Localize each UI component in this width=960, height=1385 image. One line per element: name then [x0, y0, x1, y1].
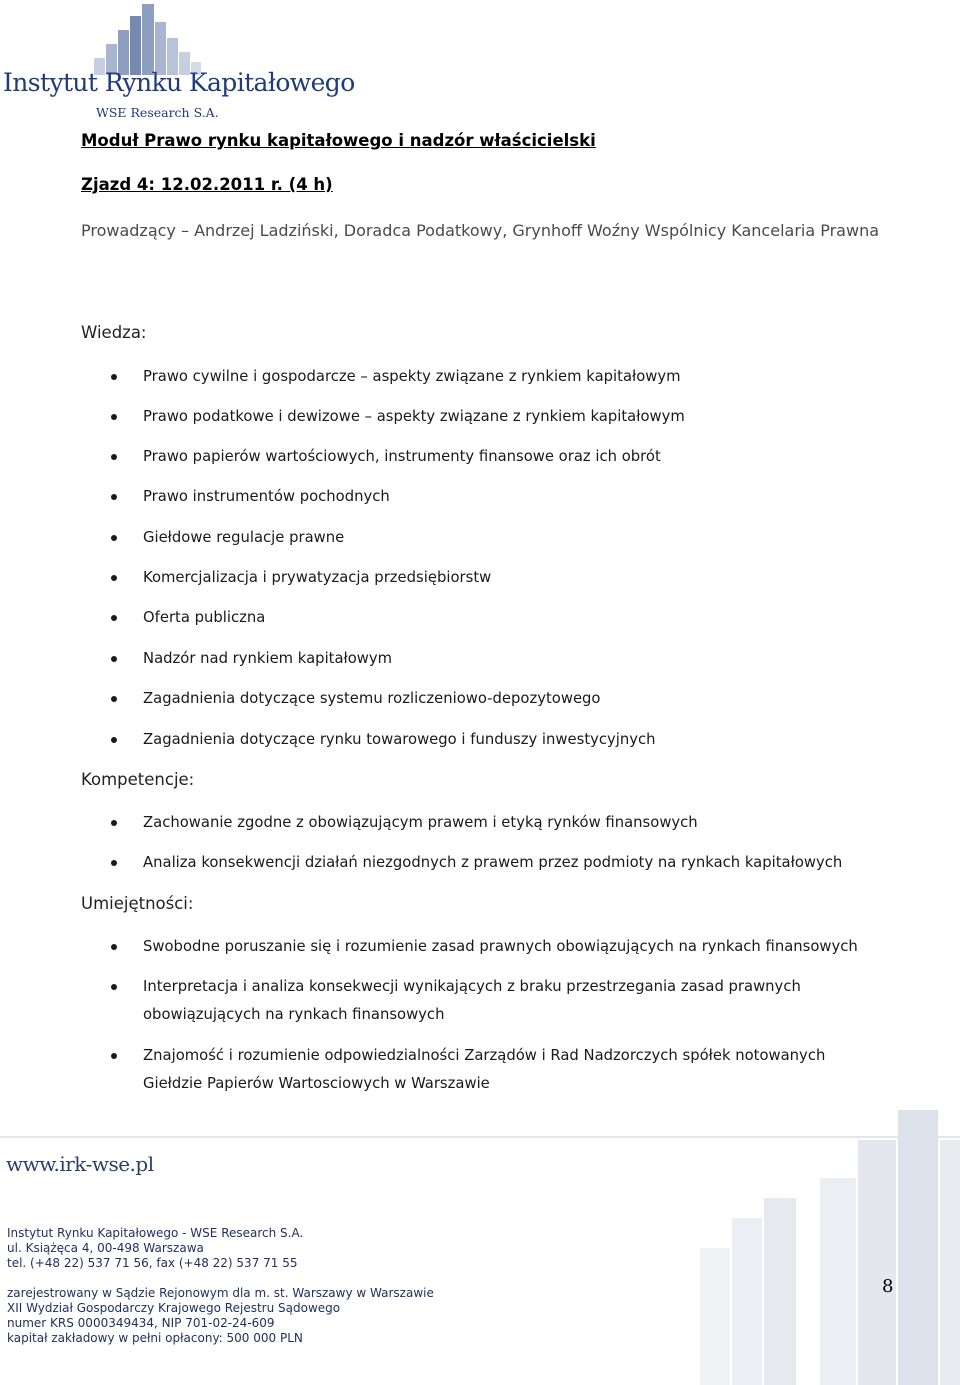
footer-line: kapitał zakładowy w pełni opłacony: 500 000 PLN	[7, 1331, 303, 1345]
footer-registry	[7, 1286, 434, 1346]
logo-bars-icon	[0, 0, 320, 75]
section-label-kompetencje: Kompetencje:	[81, 770, 195, 789]
page-number: 8	[882, 1276, 894, 1297]
list-item: Prawo instrumentów pochodnych	[143, 483, 933, 511]
footer-line: zarejestrowany w Sądzie Rejonowym dla m. st. Warszawy w Warszawie	[7, 1286, 434, 1300]
footer-line: Instytut Rynku Kapitałowego - WSE Research S.A.	[7, 1226, 304, 1240]
module-title: Moduł Prawo rynku kapitałowego i nadzór właścicielski	[81, 131, 596, 150]
list-item: Zagadnienia dotyczące rynku towarowego i funduszy inwestycyjnych	[143, 726, 933, 754]
footer-line: XII Wydział Gospodarczy Krajowego Rejestru Sądowego	[7, 1301, 341, 1315]
list-item: Interpretacja i analiza konsekwecji wynikających z braku przestrzegania zasad prawnych obowiązujących na rynkach finansowych	[143, 973, 863, 1029]
footer-address	[7, 1226, 303, 1271]
logo-subtitle: WSE Research S.A.	[96, 105, 219, 120]
list-item: Analiza konsekwencji działań niezgodnych z prawem przez podmioty na rynkach kapitałowych	[143, 849, 933, 877]
section-label-umiejetnosci: Umiejętności:	[81, 894, 194, 913]
list-item: Giełdowe regulacje prawne	[143, 524, 933, 552]
lecturer-line: Prowadzący – Andrzej Ladziński, Doradca Podatkowy, Grynhoff Woźny Wspólnicy Kancelaria Prawna	[81, 221, 880, 240]
footer-line: numer KRS 0000349434, NIP 701-02-24-609	[7, 1316, 275, 1330]
list-item: Zachowanie zgodne z obowiązującym prawem i etyką rynków finansowych	[143, 809, 933, 837]
list-item: Prawo podatkowe i dewizowe – aspekty związane z rynkiem kapitałowym	[143, 403, 933, 431]
list-item: Swobodne poruszanie się i rozumienie zasad prawnych obowiązujących na rynkach finansowych	[143, 933, 933, 961]
logo-name: Instytut Rynku Kapitałowego	[3, 68, 355, 97]
company-logo	[0, 0, 355, 125]
list-item: Znajomość i rozumienie odpowiedzialności Zarządów i Rad Nadzorczych spółek notowanych Giełdzie Papierów Wartosciowych w Warszawie	[143, 1042, 873, 1098]
list-item: Komercjalizacja i prywatyzacja przedsiębiorstw	[143, 564, 933, 592]
footer-website: www.irk-wse.pl	[6, 1152, 154, 1176]
list-item: Oferta publiczna	[143, 604, 933, 632]
session-title: Zjazd 4: 12.02.2011 r. (4 h)	[81, 175, 333, 194]
list-item: Prawo papierów wartościowych, instrumenty finansowe oraz ich obrót	[143, 443, 933, 471]
list-item: Prawo cywilne i gospodarcze – aspekty związane z rynkiem kapitałowym	[143, 363, 933, 391]
list-item: Zagadnienia dotyczące systemu rozliczeniowo-depozytowego	[143, 685, 933, 713]
list-item: Nadzór nad rynkiem kapitałowym	[143, 645, 933, 673]
section-label-wiedza: Wiedza:	[81, 323, 147, 342]
footer-line: ul. Książęca 4, 00-498 Warszawa	[7, 1241, 204, 1255]
footer-line: tel. (+48 22) 537 71 56, fax (+48 22) 537 71 55	[7, 1256, 298, 1270]
